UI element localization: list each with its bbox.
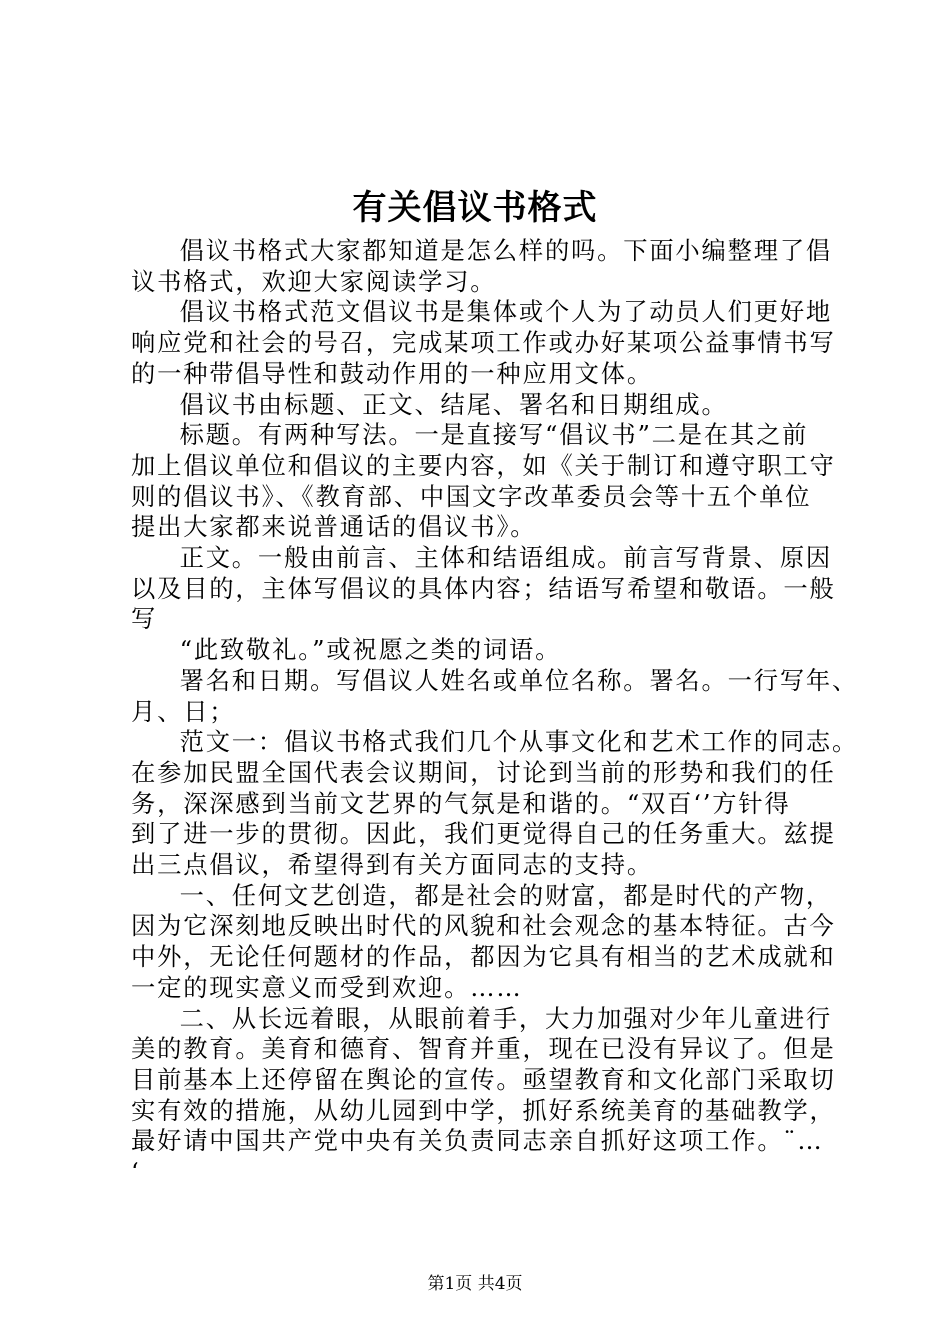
text-line: 出三点倡议，希望得到有关方面同志的支持。 — [131, 850, 653, 880]
text-line: 加上倡议单位和倡议的主要内容，如《关于制订和遵守职工守 — [131, 450, 836, 480]
text-line: 提出大家都来说普通话的倡议书》。 — [131, 512, 537, 542]
paragraph — [131, 390, 831, 421]
text-line: 署名和日期。写倡议人姓名或单位名称。署名。一行写年、 — [179, 665, 859, 695]
text-line: ‘ — [131, 1157, 141, 1187]
paragraph — [131, 665, 859, 727]
text-line: 月、日； — [131, 696, 236, 726]
text-line: 一定的现实意义而受到欢迎。…… — [131, 972, 523, 1002]
text-line: 正文。一般由前言、主体和结语组成。前言写背景、原因 — [179, 543, 833, 573]
text-line: 则的倡议书》、《教育部、中国文字改革委员会等十五个单位 — [131, 481, 812, 511]
paragraph — [131, 420, 836, 543]
text-line: 到了进一步的贯彻。因此，我们更觉得自己的任务重大。兹提 — [131, 819, 836, 849]
text-line: 倡议书格式大家都知道是怎么样的吗。下面小编整理了倡 — [179, 236, 833, 265]
text-line: 响应党和社会的号召，完成某项工作或办好某项公益事情书写 — [131, 328, 836, 358]
text-line: 中外，无论任何题材的作品，都因为它具有相当的艺术成就和 — [131, 942, 836, 972]
text-line: 的一种带倡导性和鼓动作用的一种应用文体。 — [131, 358, 653, 388]
text-line: 标题。有两种写法。一是直接写“倡议书”二是在其之前 — [179, 420, 809, 450]
paragraph — [131, 727, 859, 881]
text-line: 因为它深刻地反映出时代的风貌和社会观念的基本特征。古今 — [131, 911, 836, 941]
text-line: 二、从长远着眼，从眼前着手，大力加强对少年儿童进行 — [179, 1003, 833, 1033]
text-line: 以及目的，主体写倡议的具体内容；结语写希望和敬语。一般 — [131, 573, 836, 603]
text-line: “此致敬礼。”或祝愿之类的词语。 — [179, 635, 562, 665]
text-line: 务，深深感到当前文艺界的气氛是和谐的。“双百‘’方针得 — [131, 788, 791, 818]
text-line: 倡议书格式范文倡议书是集体或个人为了动员人们更好地 — [179, 297, 833, 327]
text-line: 一、任何文艺创造，都是社会的财富，都是时代的产物， — [179, 880, 833, 910]
paragraph — [131, 880, 836, 1004]
text-line: 实有效的措施，从幼儿园到中学，抓好系统美育的基础教学， — [131, 1095, 836, 1125]
paragraph — [131, 635, 831, 666]
paragraph — [131, 297, 836, 389]
page-footer: 第1页 共4页 — [427, 1274, 523, 1294]
text-line: 议书格式，欢迎大家阅读学习。 — [131, 266, 497, 296]
paragraph — [131, 236, 831, 297]
page-title: 有关倡议书格式 — [352, 188, 598, 228]
document-body — [131, 236, 859, 1188]
text-line: 倡议书由标题、正文、结尾、署名和日期组成。 — [179, 389, 728, 419]
text-line: 写 — [131, 604, 158, 634]
text-line: 最好请中国共产党中央有关负责同志亲自抓好这项工作。¨… — [131, 1126, 824, 1156]
paragraph — [131, 1003, 836, 1188]
text-line: 美的教育。美育和德育、智育并重，现在已没有异议了。但是 — [131, 1034, 836, 1064]
text-line: 在参加民盟全国代表会议期间，讨论到当前的形势和我们的任 — [131, 757, 836, 787]
text-line: 目前基本上还停留在舆论的宣传。亟望教育和文化部门采取切 — [131, 1064, 836, 1094]
paragraph — [131, 543, 836, 635]
text-line: 范文一：倡议书格式我们几个从事文化和艺术工作的同志。 — [179, 727, 859, 757]
